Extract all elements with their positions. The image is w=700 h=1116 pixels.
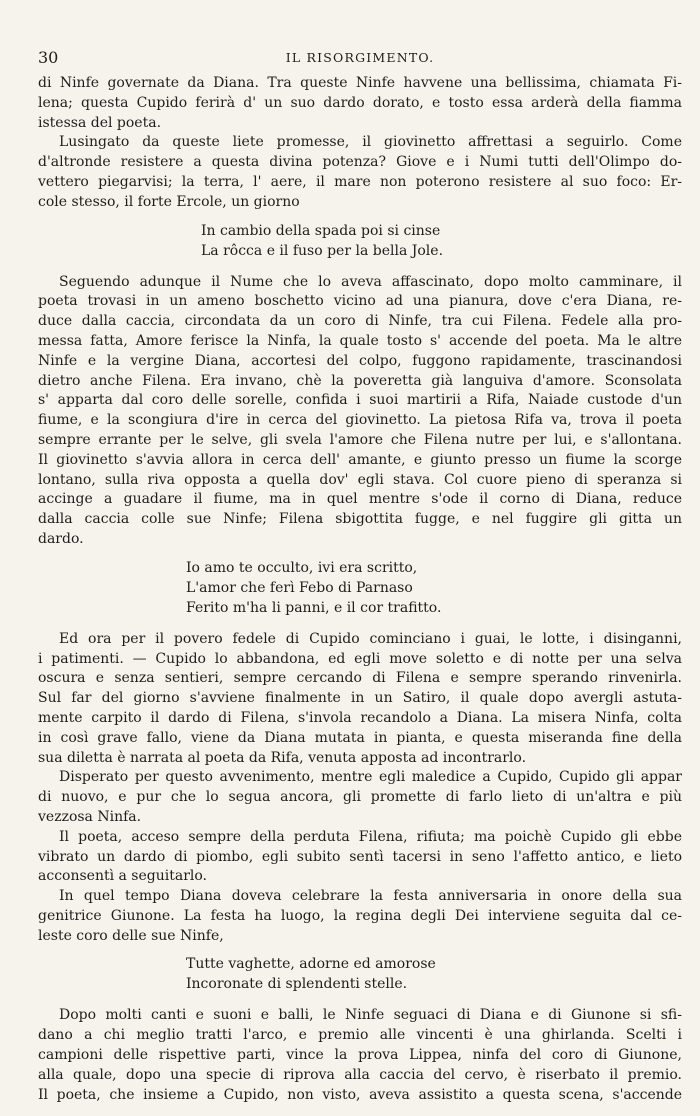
text-line: d'altronde resistere a questa divina potenza? Giove e i Numi tutti dell'Olimpo do- <box>38 154 682 171</box>
text-line: di nuovo, e pur che lo segua ancora, gli promette di farlo lieto di un'altra e più <box>38 789 682 806</box>
verse-quote <box>38 558 682 618</box>
text-line: Il poeta, acceso sempre della perduta Filena, rifiuta; ma poichè Cupido gli ebbe <box>59 828 682 845</box>
book-page <box>38 48 682 1105</box>
text-line: istessa del poeta. <box>38 114 162 131</box>
text-line: Dopo molti canti e suoni e balli, le Ninfe seguaci di Diana e di Giunone si sfi- <box>59 1007 682 1024</box>
paragraph <box>38 630 682 769</box>
verse-line: Incoronate di splendenti stelle. <box>186 976 408 993</box>
text-line: di Ninfe governate da Diana. Tra queste Ninfe havvene una bellissima, chiamata Fi- <box>38 75 682 91</box>
text-line: vezzosa Ninfa. <box>38 808 142 825</box>
running-title: IL RISORGIMENTO. <box>285 50 435 65</box>
text-line: dietro anche Filena. Era invano, chè la poveretta già languiva d'amore. Sconsolata <box>38 372 682 389</box>
page-header <box>38 48 682 74</box>
paragraph <box>38 828 682 887</box>
body-text <box>38 74 682 1105</box>
text-line: dardo. <box>38 530 84 547</box>
text-line: genitrice Giunone. La festa ha luogo, la regina degli Dei interviene seguita dal ce- <box>38 907 682 924</box>
paragraph <box>38 1006 682 1105</box>
paragraph <box>38 273 682 550</box>
verse-line: Io amo te occulto, ivi era scritto, <box>186 559 418 576</box>
text-line: leste coro delle sue Ninfe, <box>38 927 224 944</box>
paragraph <box>38 768 682 827</box>
text-line: Disperato per questo avvenimento, mentre egli maledice a Cupido, Cupido gli appar <box>59 769 682 786</box>
text-line: duce dalla caccia, circondata da un coro di Ninfe, tra cui Filena. Fedele alla pro- <box>38 313 682 330</box>
text-line: in così grave fallo, viene da Diana mutata in pianta, e questa miseranda fine della <box>38 729 682 746</box>
text-line: dalla caccia colle sue Ninfe; Filena sbigottita fugge, e nel fuggire gli gitta un <box>38 511 682 528</box>
text-line: s' apparta dal coro delle sorelle, confida i suoi martirii a Rifa, Naiade custode d'un <box>38 392 682 409</box>
text-line: alla quale, dopo una specie di riprova alla caccia del cervo, è riserbato il premio. <box>38 1066 682 1083</box>
text-line: acconsentì a seguitarlo. <box>38 868 208 885</box>
text-line: vettero piegarvisi; la terra, l' aere, il mare non poterono resistere al suo foco: Er- <box>38 173 682 190</box>
verse-quote <box>38 954 682 994</box>
text-line: vibrato un dardo di piombo, egli subito sentì tacersi in seno l'affetto antico, e lieto <box>38 848 682 865</box>
verse-line: Ferito m'ha li panni, e il cor trafitto. <box>186 599 442 616</box>
page-number: 30 <box>38 48 59 67</box>
text-line: oscura e senza sentieri, sempre cercando di Filena e sempre sperando rinvenirla. <box>38 670 682 687</box>
verse-line: L'amor che ferì Febo di Parnaso <box>186 579 413 596</box>
text-line: sempre errante per le selve, gli svela l'amore che Filena nutre per lui, e s'allontana. <box>38 431 682 448</box>
text-line: lontano, sulla riva opposta a quella dov' egli stava. Col cuore pieno di speranza si <box>38 471 682 488</box>
text-line: mente carpito il dardo di Filena, s'invola recandolo a Diana. La misera Ninfa, colta <box>38 709 682 726</box>
text-line: sua diletta è narrata al poeta da Rifa, venuta apposta ad incontrarlo. <box>38 749 527 766</box>
text-line: campioni delle rispettive parti, vince la prova Lippea, ninfa del coro di Giunone, <box>38 1047 682 1064</box>
text-line: dano a chi meglio tratti l'arco, e premio alle vincenti è una ghirlanda. Scelti i <box>38 1027 682 1044</box>
verse-line: In cambio della spada poi si cinse <box>201 222 441 239</box>
text-line: Ed ora per il povero fedele di Cupido cominciano i guai, le lotte, i disinganni, <box>59 630 682 647</box>
text-line: Seguendo adunque il Nume che lo aveva affascinato, dopo molto camminare, il <box>59 273 682 290</box>
text-line: Lusingato da queste liete promesse, il giovinetto affrettasi a seguirlo. Come <box>59 134 682 151</box>
verse-quote <box>38 221 682 261</box>
text-line: messa fatta, Amore ferisce la Ninfa, la quale tosto s' accende del poeta. Ma le altre <box>38 332 682 349</box>
text-line: accinge a guadare il fiume, ma in quel mentre s'ode il corno di Diana, reduce <box>38 491 682 508</box>
verse-line: La rôcca e il fuso per la bella Jole. <box>201 242 444 259</box>
paragraph <box>38 74 682 133</box>
text-line: poeta trovasi in un ameno boschetto vicino ad una pianura, dove c'era Diana, re- <box>38 293 682 310</box>
text-line: Sul far del giorno s'avviene finalmente in un Satiro, il quale dopo avergli astuta- <box>38 690 682 707</box>
text-line: Il giovinetto s'avvia allora in cerca dell' amante, e giunto presso un fiume la scorge <box>38 451 682 468</box>
verse-line: Tutte vaghette, adorne ed amorose <box>186 956 436 973</box>
text-line: fiume, e la scongiura d'ire in cerca del giovinetto. La pietosa Rifa va, trova il poeta <box>38 412 682 429</box>
text-line: lena; questa Cupido ferirà d' un suo dardo dorato, e tosto essa arderà della fiamma <box>38 94 682 111</box>
paragraph <box>38 887 682 946</box>
text-line: cole stesso, il forte Ercole, un giorno <box>38 193 300 210</box>
text-line: Ninfe e la vergine Diana, accortesi del colpo, fuggono rapidamente, trascinandosi <box>38 352 682 369</box>
text-line: Il poeta, che insieme a Cupido, non visto, aveva assistito a questa scena, s'accende <box>38 1086 682 1103</box>
text-line: In quel tempo Diana doveva celebrare la festa anniversaria in onore della sua <box>59 888 682 905</box>
text-line: i patimenti. — Cupido lo abbandona, ed egli move soletto e di notte per una selva <box>38 650 682 667</box>
paragraph <box>38 133 682 212</box>
